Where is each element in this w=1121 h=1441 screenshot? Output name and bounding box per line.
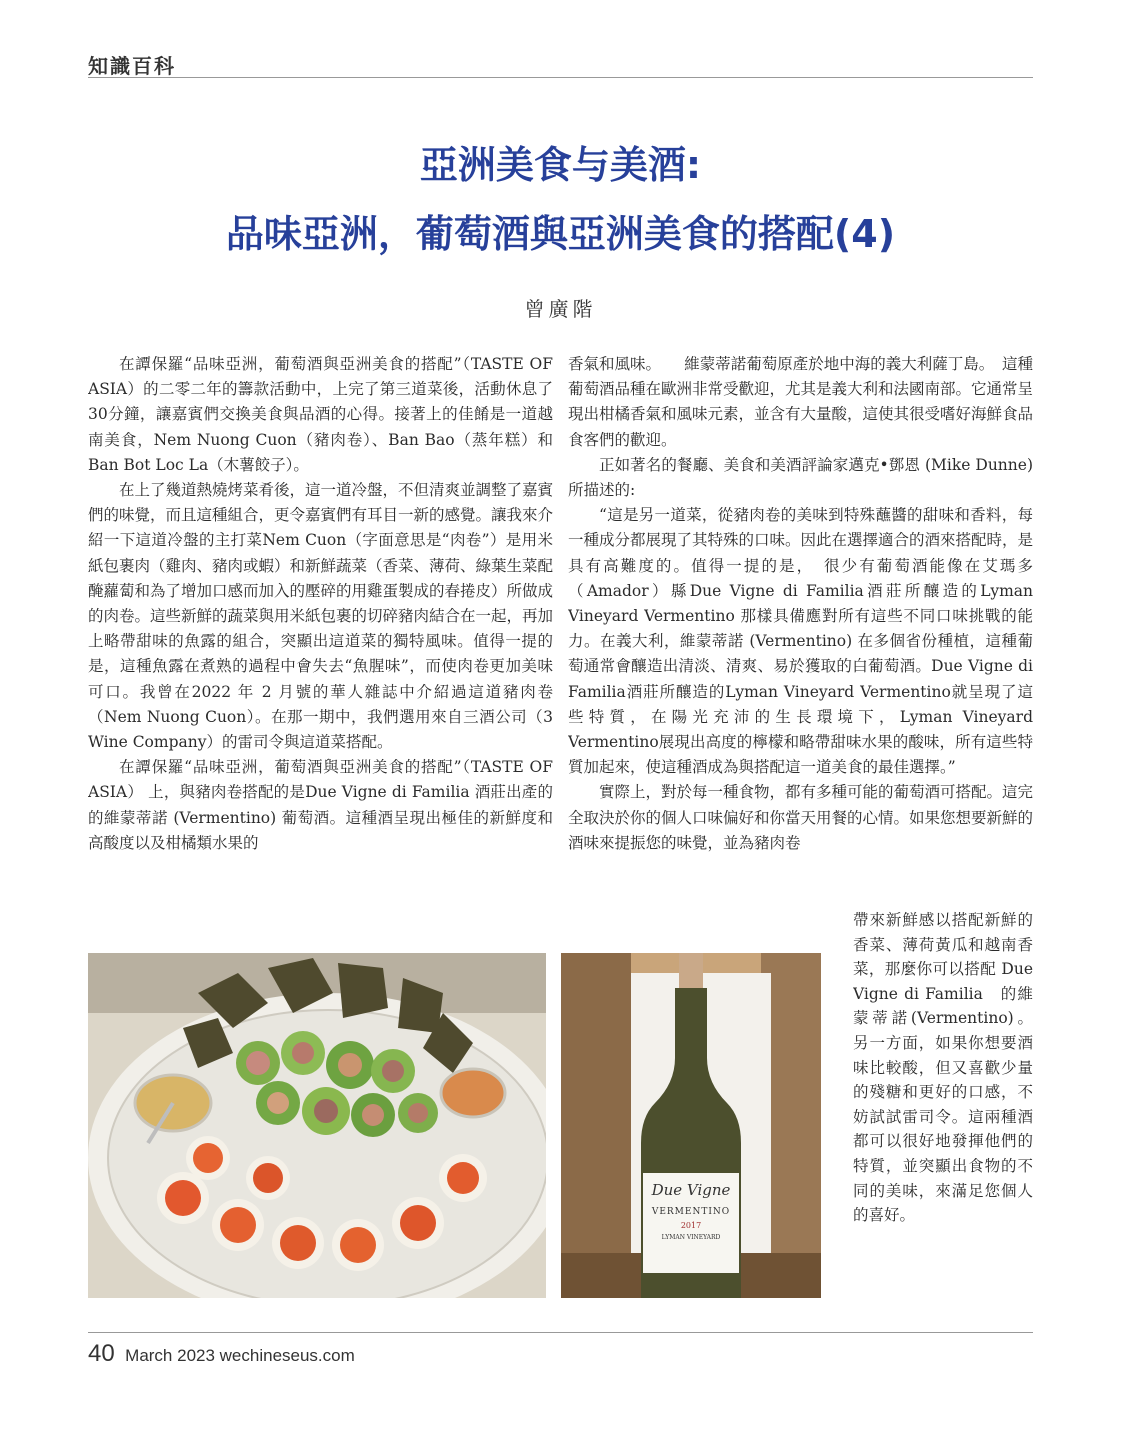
paragraph: 帶來新鮮感以搭配新鮮的香菜、薄荷黃瓜和越南香菜，那麼你可以搭配 Due Vigne di Familia 的維蒙蒂諾(Vermentino)。另一方面，如果你想要酒味比較酸，但又喜歡少量的殘糖和更好的口感，不妨試試雷司令。這兩種酒都可以很好地發揮他們的特質，並突顯出食物的不同的美味，來滿足您個人的喜好。 xyxy=(853,911,1033,1225)
page-footer xyxy=(88,1340,355,1368)
wine-label-brand: Due Vigne xyxy=(651,1181,731,1199)
body-narrow-column xyxy=(853,908,1033,1268)
article-title-line2: 品味亞洲，葡萄酒與亞洲美食的搭配(4) xyxy=(225,212,896,256)
wine-bottle-photo xyxy=(561,953,821,1298)
wine-label-vintage: 2017 xyxy=(680,1221,702,1230)
issue-and-site: March 2023 wechineseus.com xyxy=(125,1346,355,1365)
wine-label-varietal: VERMENTINO xyxy=(651,1207,731,1217)
body-left-column xyxy=(88,352,553,932)
header-divider xyxy=(88,77,1033,78)
paragraph: 香氣和風味。 維蒙蒂諾葡萄原產於地中海的義大利薩丁島。 這種葡萄酒品種在歐洲非常受歡迎，尤其是義大利和法國南部。它通常呈現出柑橘香氣和風味元素，並含有大量酸，這使其很受嗜好海鮮食品食客們的歡迎。 xyxy=(568,355,1033,449)
paragraph: “這是另一道菜，從豬肉卷的美味到特殊蘸醬的甜味和香料，每一種成分都展現了其特殊的口味。因此在選擇適合的酒來搭配時，是具有高難度的。值得一提的是， 很少有葡萄酒能像在艾瑪多（Amador）縣Due Vigne di Familia酒莊所釀造的Lyman Vineyard Vermentino 那樣具備應對所有這些不同口味挑戰的能力。在義大利，維蒙蒂諾 (Vermentino) 在多個省份種植，這種葡萄通常會釀造出清淡、清爽、易於獲取的白葡萄酒。Due Vigne di Familia酒莊所釀造的Lyman Vineyard Vermentino就呈現了這些特質，在陽光充沛的生長環境下，Lyman Vineyard Vermentino展現出高度的檸檬和略帶甜味水果的酸味，所有這些特質加起來，使這種酒成為與搭配這一道美食的最佳選擇。” xyxy=(568,506,1033,777)
article-title-line1: 亞洲美食与美酒: xyxy=(419,143,702,187)
article-author: 曾廣階 xyxy=(524,297,597,321)
footer-divider xyxy=(88,1332,1033,1333)
paragraph: 在譚保羅“品味亞洲，葡萄酒與亞洲美食的搭配”（TASTE OF ASIA）的二零二年的籌款活動中，上完了第三道菜後，活動休息了30分鐘，讓嘉賓們交換美食與品酒的心得。接著上的佳餚是一道越南美食，Nem Nuong Cuon（豬肉卷）、Ban Bao（蒸年糕）和 Ban Bot Loc La（木薯餃子）。 xyxy=(88,355,553,474)
paragraph: 在上了幾道熱燒烤菜肴後，這一道冷盤，不但清爽並調整了嘉賓們的味覺，而且這種組合，更令嘉賓們有耳目一新的感覺。讓我來介紹一下這道冷盤的主打菜Nem Cuon（字面意思是“肉卷”）是用米紙包裹肉（雞肉、豬肉或蝦）和新鮮蔬菜（香菜、薄荷、綠葉生菜配醃蘿蔔和為了增加口感而加入的壓碎的用雞蛋製成的春捲皮）所做成的肉卷。這些新鮮的蔬菜與用米紙包裹的切碎豬肉結合在一起，再加上略帶甜味的魚露的組合，突顯出這道菜的獨特風味。值得一提的是，這種魚露在煮熟的過程中會失去“魚腥味”，而使肉卷更加美味可口。我曾在2022 年 2 月號的華人雜誌中介紹過這道豬肉卷（Nem Nuong Cuon）。在那一期中，我們選用來自三酒公司（3 Wine Company）的雷司令與這道菜搭配。 xyxy=(88,481,553,752)
page-number: 40 xyxy=(88,1340,115,1367)
paragraph: 實際上，對於每一種食物，都有多種可能的葡萄酒可搭配。這完全取決於你的個人口味偏好和你當天用餐的心情。如果您想要新鮮的酒味來提振您的味覺，並為豬肉卷 xyxy=(568,783,1033,852)
food-photo xyxy=(88,953,546,1298)
paragraph: 在譚保羅“品味亞洲，葡萄酒與亞洲美食的搭配”（TASTE OF ASIA） 上，與豬肉卷搭配的是Due Vigne di Familia 酒莊出產的的維蒙蒂諾 (Vermentino) 葡萄酒。這種酒呈現出極佳的新鮮度和高酸度以及柑橘類水果的 xyxy=(88,758,553,852)
section-label: 知識百科 xyxy=(88,54,176,78)
paragraph: 正如著名的餐廳、美食和美酒評論家邁克•鄧恩 (Mike Dunne) 所描述的: xyxy=(568,455,1033,500)
wine-label-vineyard: LYMAN VINEYARD xyxy=(661,1234,721,1241)
body-right-column xyxy=(568,352,1033,907)
